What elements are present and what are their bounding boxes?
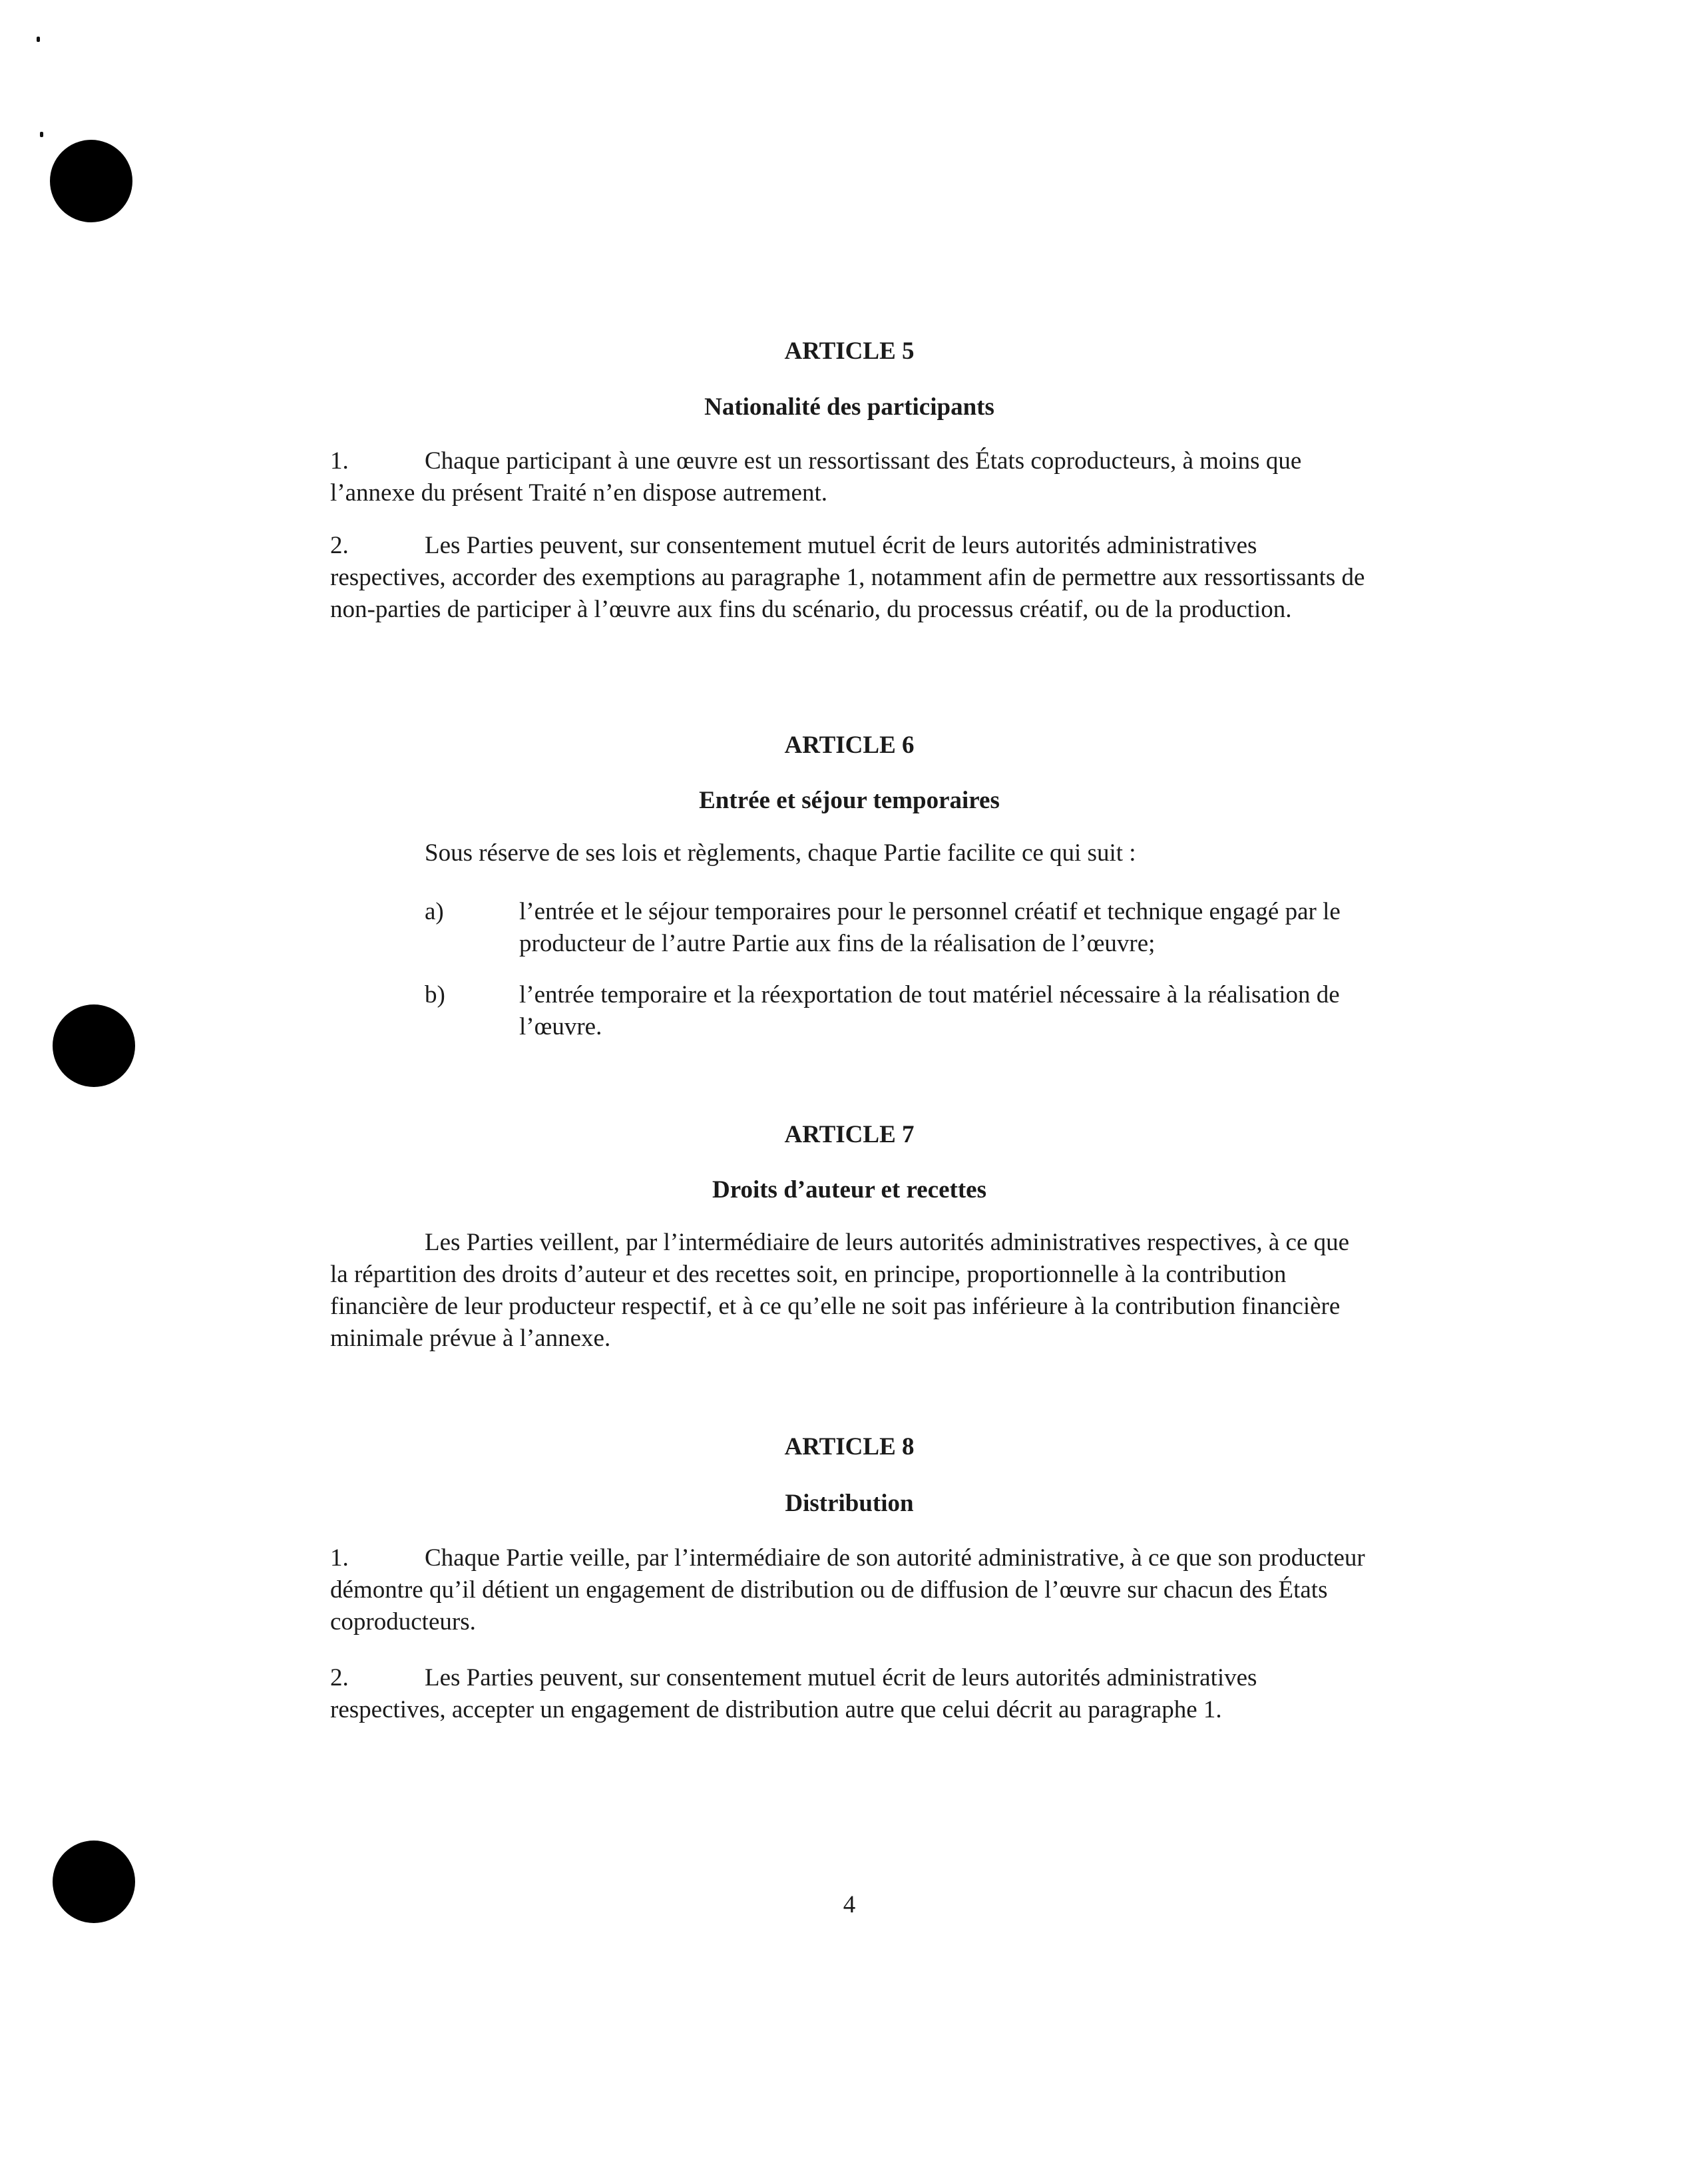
article-8-paragraph-1 bbox=[330, 1542, 1369, 1638]
paragraph-number: 2. bbox=[330, 1664, 349, 1691]
article-6-heading: ARTICLE 6 bbox=[784, 732, 915, 759]
punch-hole bbox=[53, 1004, 135, 1087]
article-6-title: Entrée et séjour temporaires bbox=[699, 787, 1000, 814]
paragraph-text: Les Parties peuvent, sur consentement mutuel écrit de leurs autorités administratives respectives, accepter un engagement de distribution autre que celui décrit au paragraphe 1. bbox=[330, 1664, 1257, 1723]
article-8-paragraph-2 bbox=[330, 1662, 1369, 1726]
scan-speck bbox=[37, 37, 40, 42]
paragraph-text: Les Parties peuvent, sur consentement mutuel écrit de leurs autorités administratives respectives, accorder des exemptions au paragraphe 1, notamment afin de permettre aux ressortissants de non-parties de participer à l’œuvre aux fins du scénario, du processus créatif, ou de la production. bbox=[330, 532, 1365, 623]
article-5-paragraph-2 bbox=[330, 530, 1369, 626]
article-5-heading: ARTICLE 5 bbox=[784, 337, 915, 365]
paragraph-number: 2. bbox=[330, 532, 349, 559]
article-8-title: Distribution bbox=[785, 1490, 914, 1517]
article-6-item-a bbox=[425, 896, 1369, 960]
punch-hole bbox=[50, 140, 132, 222]
paragraph-text: Les Parties veillent, par l’intermédiaire de leurs autorités administratives respectives, à ce que la répartition des droits d’auteur et des recettes soit, en principe, proportionnelle à la contribution financière de leur producteur respectif, et à ce qu’elle ne soit pas inférieure à la contribution financière minimale prévue à l’annexe. bbox=[330, 1229, 1350, 1352]
article-5-paragraph-1 bbox=[330, 445, 1369, 509]
article-5-title: Nationalité des participants bbox=[704, 393, 994, 421]
page-number: 4 bbox=[843, 1891, 856, 1918]
article-7-body bbox=[330, 1227, 1369, 1355]
item-text: l’entrée temporaire et la réexportation de tout matériel nécessaire à la réalisation de l’œuvre. bbox=[519, 981, 1340, 1040]
article-6-intro: Sous réserve de ses lois et règlements, chaque Partie facilite ce qui suit : bbox=[425, 839, 1136, 867]
paragraph-number: 1. bbox=[330, 1544, 349, 1572]
scan-speck bbox=[40, 132, 43, 137]
item-label: b) bbox=[425, 981, 445, 1008]
item-text: l’entrée et le séjour temporaires pour le personnel créatif et technique engagé par le producteur de l’autre Partie aux fins de la réalisation de l’œuvre; bbox=[519, 898, 1341, 957]
paragraph-text: Chaque Partie veille, par l’intermédiaire de son autorité administrative, à ce que son producteur démontre qu’il détient un engagement de distribution ou de diffusion de l’œuvre sur chacun des États coproducteurs. bbox=[330, 1544, 1365, 1636]
article-7-heading: ARTICLE 7 bbox=[784, 1121, 915, 1148]
article-8-heading: ARTICLE 8 bbox=[784, 1433, 915, 1460]
paragraph-number: 1. bbox=[330, 447, 349, 475]
article-7-title: Droits d’auteur et recettes bbox=[712, 1176, 986, 1203]
item-label: a) bbox=[425, 898, 444, 925]
article-6-item-b bbox=[425, 979, 1369, 1043]
punch-hole bbox=[53, 1841, 135, 1923]
paragraph-text: Chaque participant à une œuvre est un ressortissant des États coproducteurs, à moins que l’annexe du présent Traité n’en dispose autrement. bbox=[330, 447, 1302, 507]
